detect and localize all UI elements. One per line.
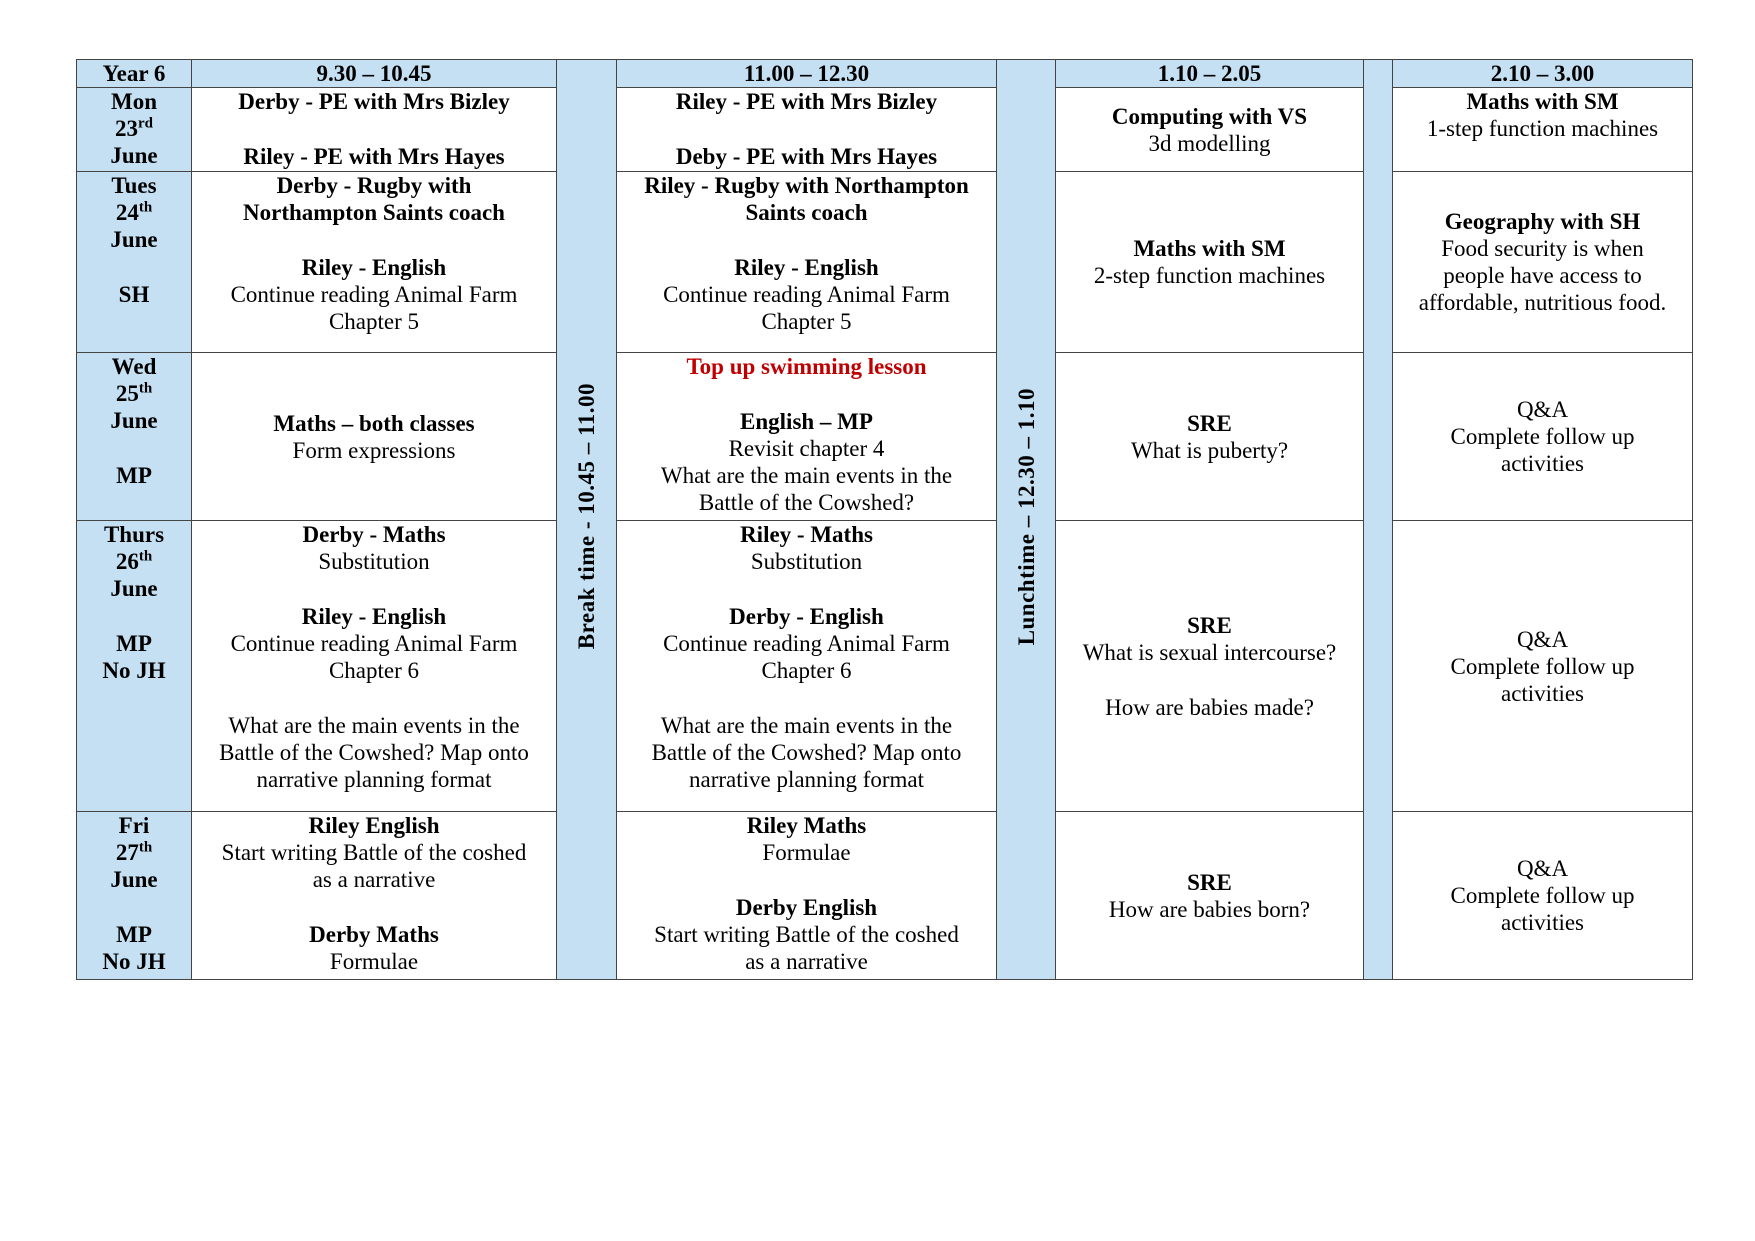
lesson-text: Q&A [1516, 626, 1569, 652]
date-number: 23 [115, 116, 138, 141]
lesson-text: What are the main events in the [660, 463, 953, 488]
header-row [77, 60, 1693, 88]
teacher-initials: SH [118, 282, 150, 307]
lesson-text: activities [1500, 910, 1585, 935]
lesson-title: Riley - Maths [740, 522, 873, 547]
lesson-title: Riley English [308, 813, 440, 838]
lesson-text: Form expressions [292, 437, 456, 463]
day-name: Thurs [103, 522, 165, 547]
thursday-slot3 [1056, 521, 1364, 812]
lesson-text: Continue reading Animal Farm [230, 631, 518, 656]
tuesday-slot2 [617, 172, 997, 353]
lesson-text: as a narrative [312, 867, 436, 892]
lesson-title: Derby - English [729, 604, 884, 629]
thursday-day-cell [77, 521, 192, 812]
lesson-text: Battle of the Cowshed? [698, 490, 915, 515]
lesson-text: What are the main events in the [660, 713, 953, 738]
lesson-title: Derby - Maths [302, 522, 446, 547]
slot1-header: 9.30 – 10.45 [192, 60, 557, 88]
tuesday-slot1 [192, 172, 557, 353]
afternoon-break-band [1364, 60, 1393, 980]
lunchtime-label: Lunchtime – 12.30 – 1.10 [1013, 387, 1039, 646]
lesson-text: Complete follow up [1450, 883, 1635, 908]
lesson-title: SRE [1187, 612, 1232, 638]
thursday-slot4 [1393, 521, 1693, 812]
teacher-initials: MP [116, 463, 152, 488]
lesson-text: Revisit chapter 4 [728, 436, 885, 461]
month: June [110, 227, 158, 252]
lesson-text: Chapter 5 [328, 309, 420, 334]
lesson-text: How are babies born? [1108, 896, 1311, 922]
lesson-text: Chapter 6 [761, 658, 852, 683]
lesson-text: Substitution [318, 549, 430, 574]
lesson-text: 1-step function machines [1426, 116, 1659, 141]
date-number: 24 [115, 200, 139, 225]
month: June [110, 576, 158, 601]
lesson-text: Continue reading Animal Farm [663, 631, 950, 656]
lesson-title: English – MP [740, 409, 873, 434]
lesson-text: Formulae [762, 840, 851, 865]
lesson-text: What is puberty? [1130, 437, 1289, 463]
day-name: Tues [111, 173, 157, 198]
lesson-text: Complete follow up [1450, 424, 1635, 449]
break-band [557, 60, 617, 980]
lesson-text: Q&A [1516, 397, 1569, 422]
lesson-text: Battle of the Cowshed? Map onto [651, 740, 962, 765]
lesson-title: Riley - Rugby with Northampton [644, 173, 969, 198]
friday-row [77, 812, 1693, 980]
lesson-title: Derby - PE with Mrs Bizley [238, 89, 510, 114]
break-time-label: Break time - 10.45 – 11.00 [574, 383, 599, 650]
monday-slot2 [617, 88, 997, 172]
month: June [110, 408, 158, 433]
teacher-initials: MP [116, 631, 152, 656]
lesson-title: Maths with SM [1133, 236, 1286, 261]
lesson-text: Formulae [329, 949, 419, 974]
friday-slot4 [1393, 812, 1693, 980]
lesson-title: Saints coach [745, 200, 868, 225]
monday-row [77, 88, 1693, 172]
thursday-slot1 [192, 521, 557, 812]
lesson-text: Continue reading Animal Farm [663, 282, 950, 307]
wednesday-day-cell [77, 353, 192, 521]
monday-slot1 [192, 88, 557, 172]
lesson-title: Riley - PE with Mrs Bizley [675, 89, 938, 114]
lesson-text: as a narrative [745, 949, 868, 974]
month: June [110, 867, 158, 892]
date-number: 26 [115, 549, 139, 574]
lesson-title: Computing with VS [1111, 103, 1308, 129]
timetable [76, 59, 1693, 980]
wednesday-slot4 [1393, 353, 1693, 521]
thursday-row [77, 521, 1693, 812]
lesson-text: Start writing Battle of the coshed [221, 840, 527, 865]
lesson-text: Continue reading Animal Farm [230, 282, 518, 307]
lesson-title: Derby English [735, 895, 878, 920]
date-number: 25 [115, 381, 139, 406]
lunch-band [997, 60, 1056, 980]
date-suffix: th [138, 380, 153, 397]
date-suffix: th [138, 548, 153, 565]
staff-note: No JH [102, 949, 166, 974]
tuesday-slot3 [1056, 172, 1364, 353]
year-label: Year 6 [77, 60, 192, 88]
lesson-title: Northampton Saints coach [243, 200, 505, 225]
monday-slot3 [1056, 88, 1364, 172]
friday-slot1 [192, 812, 557, 980]
friday-slot2 [617, 812, 997, 980]
tuesday-row [77, 172, 1693, 353]
lesson-title: Riley - English [301, 604, 447, 629]
lesson-text: activities [1500, 451, 1585, 476]
lesson-text: Battle of the Cowshed? Map onto [219, 740, 529, 765]
slot3-header: 1.10 – 2.05 [1056, 60, 1364, 88]
tuesday-slot4 [1393, 172, 1693, 353]
lesson-text: Food security is when [1441, 236, 1644, 261]
date-suffix: th [138, 199, 153, 216]
lesson-text: people have access to [1443, 263, 1642, 288]
tuesday-day-cell [77, 172, 192, 353]
wednesday-slot2 [617, 353, 997, 521]
lesson-title: Riley - PE with Mrs Hayes [243, 144, 505, 169]
lesson-title: Riley Maths [746, 813, 867, 838]
lesson-text: Start writing Battle of the coshed [654, 922, 959, 947]
lesson-text: What is sexual intercourse? [1082, 639, 1337, 665]
lesson-text: How are babies made? [1105, 694, 1314, 720]
wednesday-row [77, 353, 1693, 521]
lesson-text: Complete follow up [1450, 653, 1635, 679]
lesson-title: SRE [1187, 410, 1232, 436]
lesson-title: Geography with SH [1444, 209, 1641, 234]
date-suffix: th [138, 839, 153, 856]
monday-day-cell [77, 88, 192, 172]
friday-day-cell [77, 812, 192, 980]
lesson-title: Derby Maths [309, 922, 439, 947]
lesson-title: Deby - PE with Mrs Hayes [675, 144, 938, 169]
lesson-text: 2-step function machines [1093, 263, 1326, 288]
wednesday-slot1 [192, 353, 557, 521]
lesson-text: What are the main events in the [228, 713, 520, 738]
lesson-text: Substitution [750, 549, 863, 574]
lesson-text: narrative planning format [256, 767, 492, 792]
teacher-initials: MP [116, 922, 152, 947]
day-name: Mon [111, 89, 157, 114]
slot4-header: 2.10 – 3.00 [1393, 60, 1693, 88]
date-suffix: rd [138, 115, 153, 132]
friday-slot3 [1056, 812, 1364, 980]
swimming-alert: Top up swimming lesson [686, 354, 927, 379]
date-number: 27 [115, 840, 139, 865]
day-name: Wed [111, 354, 157, 379]
lesson-title: Maths – both classes [273, 410, 475, 436]
day-name: Fri [118, 813, 150, 838]
lesson-title: Riley - English [301, 255, 447, 280]
lesson-text: Q&A [1516, 856, 1569, 881]
month: June [110, 143, 158, 168]
slot2-header: 11.00 – 12.30 [617, 60, 997, 88]
lesson-text: Chapter 5 [761, 309, 852, 334]
lesson-text: narrative planning format [688, 767, 925, 792]
lesson-text: 3d modelling [1148, 130, 1271, 156]
lesson-title: Maths with SM [1466, 89, 1619, 114]
lesson-text: activities [1500, 680, 1585, 706]
wednesday-slot3 [1056, 353, 1364, 521]
lesson-text: Chapter 6 [328, 658, 420, 683]
lesson-title: Riley - English [734, 255, 879, 280]
staff-note: No JH [102, 658, 166, 683]
lesson-title: Derby - Rugby with [276, 173, 472, 198]
monday-slot4 [1393, 88, 1693, 172]
lesson-title: SRE [1187, 869, 1232, 895]
thursday-slot2 [617, 521, 997, 812]
lesson-text: affordable, nutritious food. [1418, 290, 1667, 315]
